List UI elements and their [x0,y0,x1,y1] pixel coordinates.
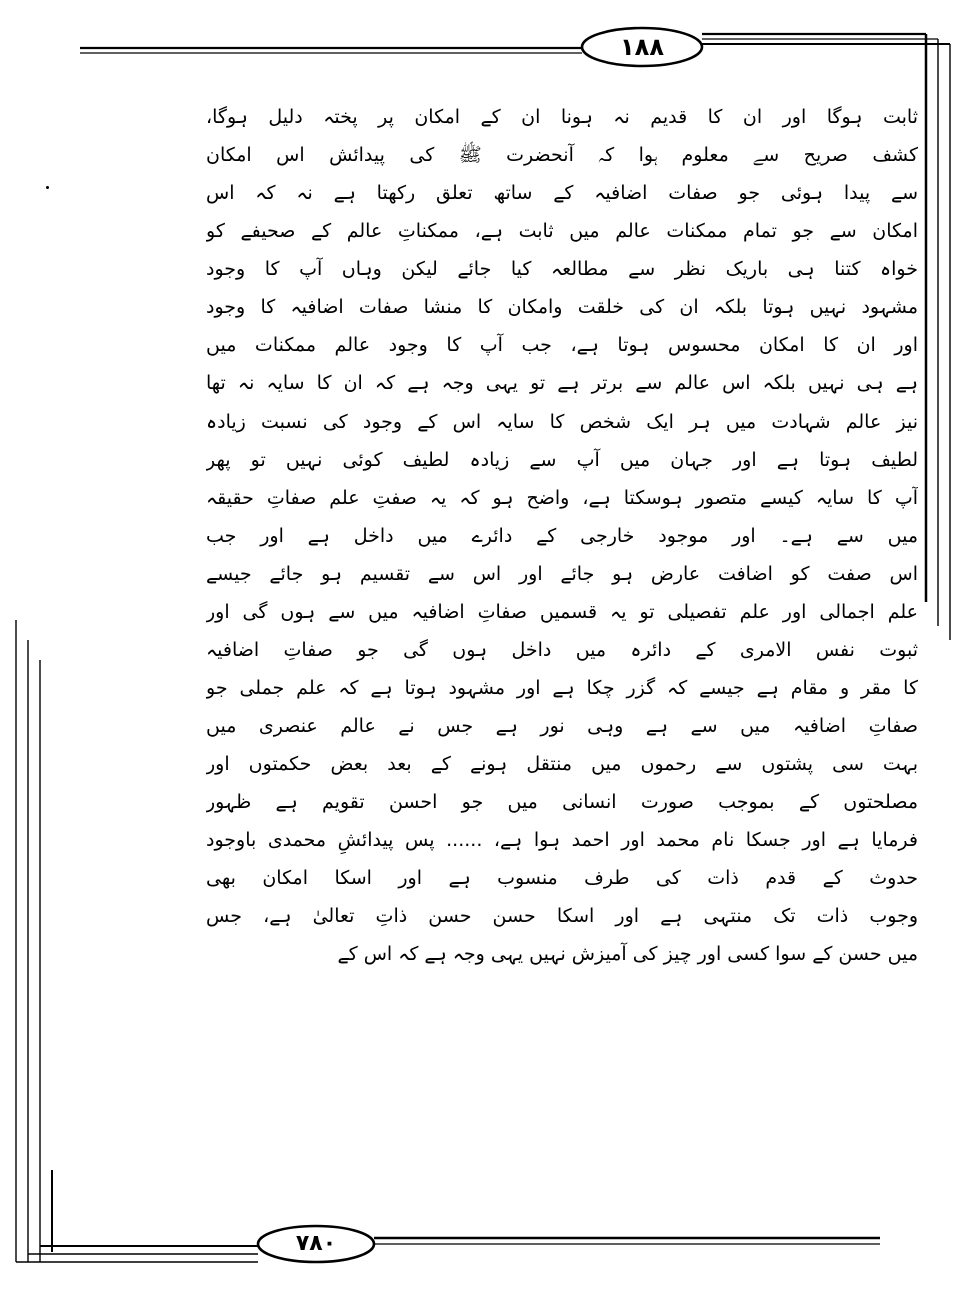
text-line: لطیف ہوتا ہے اور جہان میں آپ سے زیادہ لطیف کوئی نہیں تو پھر [206,448,918,471]
text-line: کا مقر و مقام ہے جیسے کہ گزر چکا ہے اور مشہود ہوتا ہے کہ علم جملی جو [206,676,918,699]
text-line: مشہود نہیں ہوتا بلکہ ان کی خلقت وامکان کا منشا صفات اضافیہ کا وجود [206,296,918,319]
text-line: ثبوت نفس الامری کے دائرہ میں داخل ہوں گی جو صفاتِ اضافیہ [206,638,918,661]
text-line: ہے ہی نہیں بلکہ اس عالم سے برتر ہے تو یہی وجہ ہے کہ ان کا سایہ نہ تھا [206,372,918,395]
page-number-bottom: ۷۸۰ [295,1231,337,1256]
scan-speck [46,186,49,189]
text-line: میں سے ہے۔ اور موجود خارجی کے دائرے میں داخل ہے اور جب [206,524,918,547]
text-line: میں حسن کے سوا کسی اور چیز کی آمیزش نہیں یہی وجہ ہے کہ اس کے [337,943,918,966]
text-line: صفاتِ اضافیہ میں سے ہے وہی نور ہے جس نے عالم عنصری میں [206,715,918,737]
text-line: امکان سے جو تمام ممکنات عالم میں ثابت ہے، ممکناتِ عالم کے صحیفے کو [206,220,918,243]
text-line: بہت سی پشتوں سے رحموں میں منتقل ہونے کے بعد بعض حکمتوں اور [206,753,918,776]
text-line: فرمایا ہے اور جسکا نام محمد اور احمد ہوا ہے، ...... پس پیدائشِ محمدی باوجود [206,829,918,852]
text-line: کشف صریح سے معلوم ہوا کہ آنحضرت ﷺ کی پیدائش اس امکان [206,144,918,167]
text-line: علم اجمالی اور علم تفصیلی تو یہ قسمیں صفاتِ اضافیہ میں سے ہوں گی اور [206,600,918,623]
text-line: ثابت ہوگا اور ان کا قدیم نہ ہونا ان کے امکان پر پختہ دلیل ہوگا، [206,106,918,128]
urdu-body-text [206,98,918,1202]
page-number-top: ۱۸۸ [620,33,664,61]
text-line: نیز عالم شہادت میں ہر ایک شخص کا سایہ اس کے وجود کی نسبت زیادہ [206,410,918,433]
text-line: حدوث کے قدم ذات کی طرف منسوب ہے اور اسکا امکان بھی [206,867,918,890]
text-line: آپ کا سایہ کیسے متصور ہوسکتا ہے، واضح ہو کہ یہ صفتِ علم صفاتِ حقیقہ [206,486,918,509]
text-line: خواہ کتنا ہی باریک نظر سے مطالعہ کیا جائے لیکن وہاں آپ کا وجود [206,258,918,281]
text-line: وجوب ذات تک منتہی ہے اور اسکا حسن حسن ذاتِ تعالیٰ ہے، جس [206,905,918,928]
text-line: سے پیدا ہوئی جو صفات اضافیہ کے ساتھ تعلق رکھتا ہے نہ کہ اس [206,182,918,205]
text-line: اور ان کا امکان محسوس ہوتا ہے، جب آپ کا وجود عالم ممکنات میں [206,334,918,357]
text-line: اس صفت کو اضافت عارض ہو جائے اور اس سے تقسیم ہو جائے جیسے [206,562,918,585]
text-line: مصلحتوں کے بموجب صورت انسانی میں جو احسن تقویم ہے ظہور [206,791,918,814]
